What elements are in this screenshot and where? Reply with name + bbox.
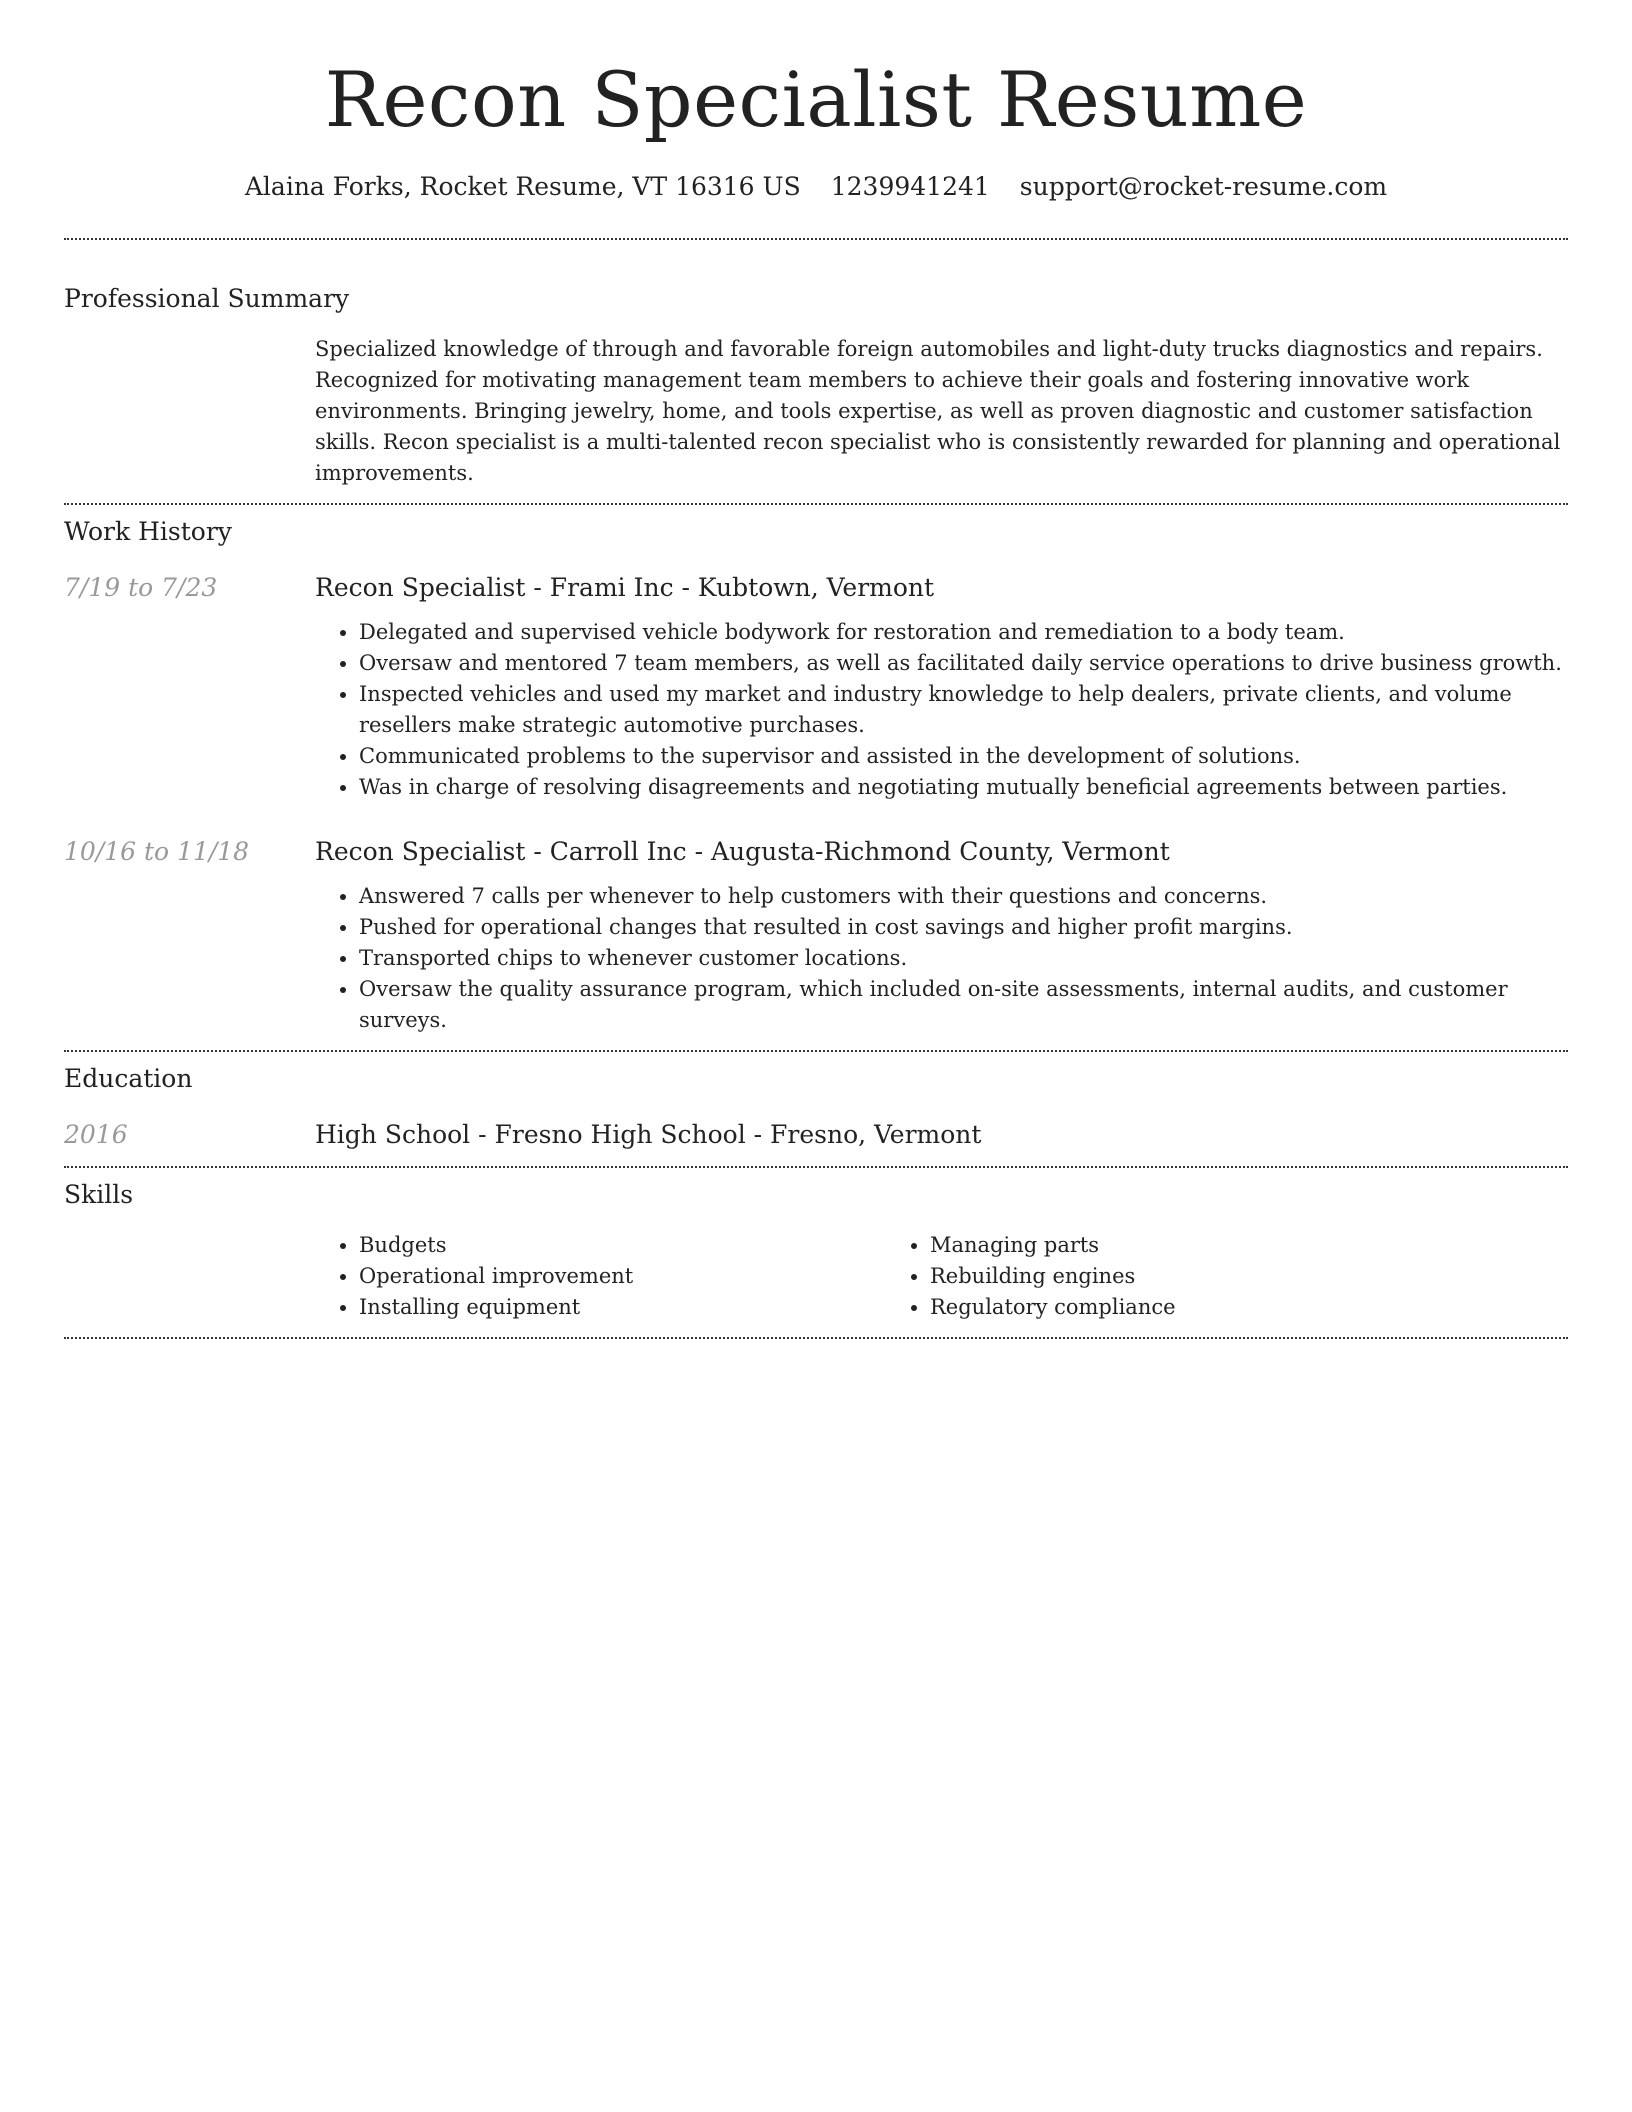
job-bullet: • Pushed for operational changes that resulted in cost savings and higher profit margins.	[359, 912, 1568, 943]
contact-line	[64, 170, 1568, 204]
skill-item: • Installing equipment	[359, 1292, 886, 1323]
divider	[64, 1337, 1568, 1339]
skills-grid	[315, 1230, 1568, 1323]
job-bullet: • Oversaw and mentored 7 team members, as well as facilitated daily service operations to drive business growth.	[359, 648, 1568, 679]
job-title: Recon Specialist - Frami Inc - Kubtown, Vermont	[315, 573, 935, 602]
divider	[64, 1050, 1568, 1052]
summary-body	[315, 334, 1568, 489]
job-dates: 7/19 to 7/23	[64, 573, 218, 602]
education-entry	[64, 1118, 1568, 1152]
summary-heading: Professional Summary	[64, 284, 350, 313]
education-details	[315, 1118, 1568, 1152]
job-bullet: • Answered 7 calls per whenever to help customers with their questions and concerns.	[359, 881, 1568, 912]
skill-item: • Budgets	[359, 1230, 886, 1261]
divider	[64, 503, 1568, 505]
summary-text: Specialized knowledge of through and favorable foreign automobiles and light-duty trucks diagnostics and repairs. Recognized for motivating management team members to achieve their goals and fostering innovative work environments. Bringing jewelry, home, and tools expertise, as well as proven diagnostic and customer satisfaction skills. Recon specialist is a multi-talented recon specialist who is consistently rewarded for planning and operational improvements.	[315, 337, 1561, 485]
job-title: Recon Specialist - Carroll Inc - Augusta-Richmond County, Vermont	[315, 837, 1170, 866]
skills-heading: Skills	[64, 1180, 134, 1209]
contact-phone: 1239941241	[830, 172, 990, 201]
contact-address: Alaina Forks, Rocket Resume, VT 16316 US	[244, 172, 801, 201]
job-entry	[64, 571, 1568, 803]
skills-column-2	[886, 1230, 1457, 1323]
job-bullet: • Oversaw the quality assurance program, which included on-site assessments, internal audits, and customer surveys.	[359, 974, 1568, 1036]
job-bullet: • Inspected vehicles and used my market and industry knowledge to help dealers, private clients, and volume resellers make strategic automotive purchases.	[359, 679, 1568, 741]
skill-item: • Rebuilding engines	[930, 1261, 1457, 1292]
education-detail: High School - Fresno High School - Fresno, Vermont	[315, 1120, 982, 1149]
education-year: 2016	[64, 1120, 128, 1149]
divider	[64, 238, 1568, 240]
job-bullet: • Delegated and supervised vehicle bodywork for restoration and remediation to a body team.	[359, 617, 1568, 648]
work-heading: Work History	[64, 517, 232, 546]
resume-title: Recon Specialist Resume	[324, 55, 1308, 144]
job-entry	[64, 835, 1568, 1036]
job-bullets	[315, 617, 1568, 803]
job-bullets	[315, 881, 1568, 1036]
skills-column-1	[315, 1230, 886, 1323]
contact-email: support@rocket-resume.com	[1019, 172, 1388, 201]
summary-row	[64, 334, 1568, 489]
job-bullet: • Was in charge of resolving disagreements and negotiating mutually beneficial agreements between parties.	[359, 772, 1568, 803]
divider	[64, 1166, 1568, 1168]
skill-item: • Managing parts	[930, 1230, 1457, 1261]
resume-page	[64, 0, 1568, 1339]
skills-row	[64, 1230, 1568, 1323]
job-details	[315, 835, 1568, 1036]
skill-item: • Regulatory compliance	[930, 1292, 1457, 1323]
skill-item: • Operational improvement	[359, 1261, 886, 1292]
job-details	[315, 571, 1568, 803]
education-heading: Education	[64, 1064, 193, 1093]
job-bullet: • Transported chips to whenever customer locations.	[359, 943, 1568, 974]
job-bullet: • Communicated problems to the supervisor and assisted in the development of solutions.	[359, 741, 1568, 772]
job-dates: 10/16 to 11/18	[64, 837, 250, 866]
